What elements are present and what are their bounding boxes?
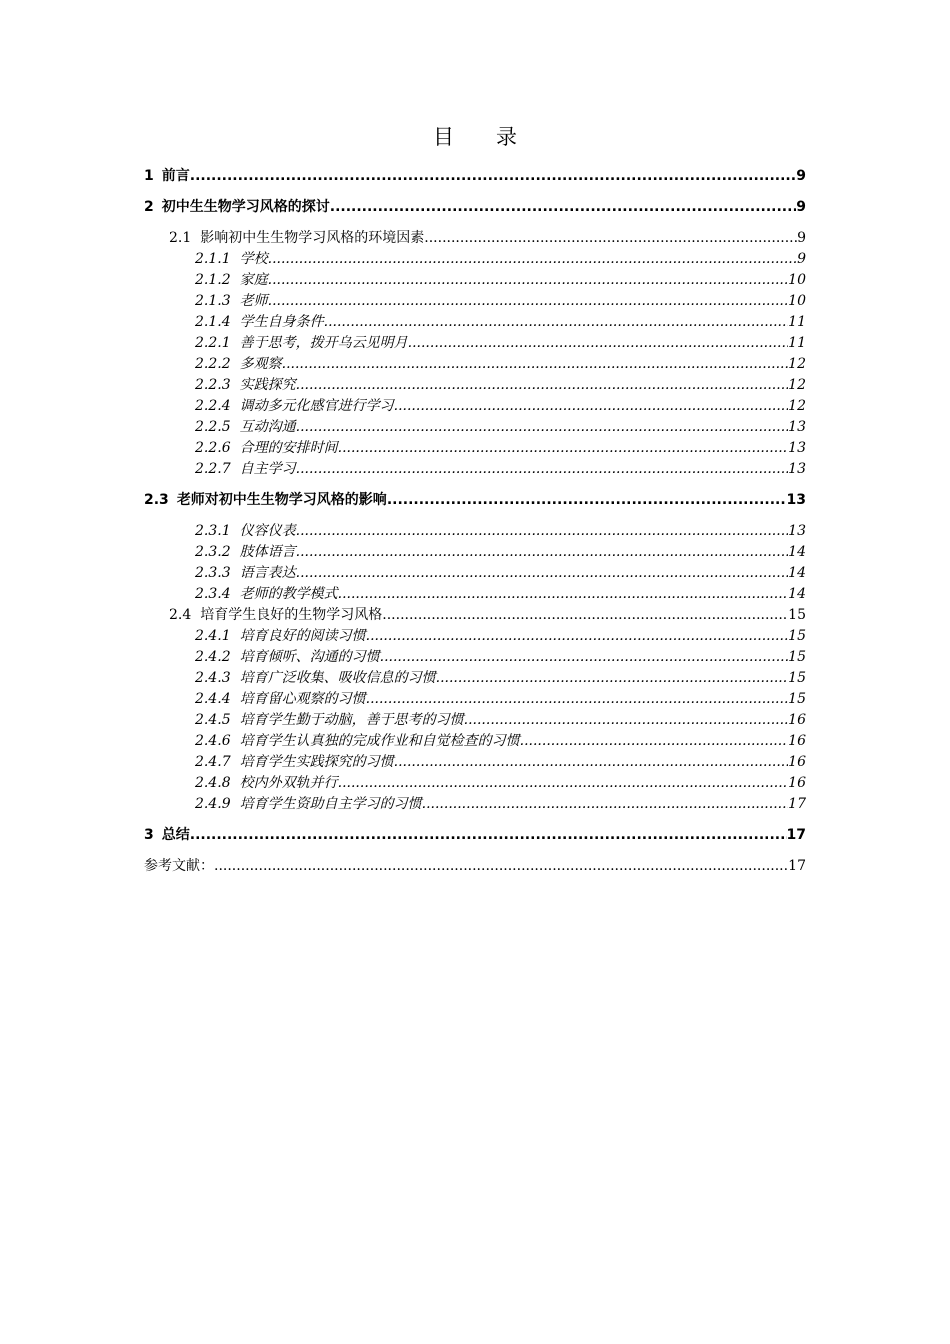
toc-entry-label: 实践探究 xyxy=(239,377,296,393)
toc-entry-page: 17 xyxy=(786,827,806,843)
toc-entry-label: 培育学生认真独的完成作业和自觉检查的习惯 xyxy=(239,733,520,749)
toc-dot-leader xyxy=(338,438,789,458)
toc-entry-page: 13 xyxy=(788,523,806,539)
toc-entry-number: 2.3.4 xyxy=(195,586,231,602)
toc-entry[interactable] xyxy=(195,626,806,646)
toc-entry-page: 11 xyxy=(788,314,806,330)
toc-entry-number: 2.4.6 xyxy=(195,733,231,749)
toc-dot-leader xyxy=(382,605,788,625)
toc-entry-number: 2.1.1 xyxy=(195,251,231,267)
toc-dot-leader xyxy=(422,794,789,814)
toc-entry-number: 2.1.3 xyxy=(195,293,231,309)
toc-entry-page: 9 xyxy=(796,199,806,215)
toc-entry[interactable] xyxy=(195,270,806,290)
toc-entry-page: 12 xyxy=(788,377,806,393)
toc-entry-page: 16 xyxy=(788,754,806,770)
toc-entry[interactable] xyxy=(195,396,806,416)
toc-entry[interactable] xyxy=(195,521,806,541)
toc-dot-leader xyxy=(282,354,789,374)
toc-entry-label: 校内外双轨并行 xyxy=(239,775,338,791)
toc-entry[interactable] xyxy=(195,689,806,709)
toc-entry-number: 2.1 xyxy=(169,230,192,246)
toc-entry[interactable] xyxy=(195,417,806,437)
toc-entry-number: 2.4.8 xyxy=(195,775,231,791)
toc-entry-label: 肢体语言 xyxy=(239,544,296,560)
toc-entry[interactable] xyxy=(195,794,806,814)
toc-entry-label: 仪容仪表 xyxy=(239,523,296,539)
toc-entry-page: 13 xyxy=(786,492,806,508)
toc-entry-label: 培育学生良好的生物学习风格 xyxy=(200,607,383,623)
toc-dot-leader xyxy=(520,731,789,751)
toc-entry-page: 16 xyxy=(788,775,806,791)
toc-entry-label: 调动多元化感官进行学习 xyxy=(239,398,394,414)
toc-entry[interactable] xyxy=(195,668,806,688)
toc-dot-leader xyxy=(394,752,789,772)
toc-entry-number: 3 xyxy=(144,827,154,843)
toc-dot-leader xyxy=(190,825,787,845)
toc-entry-page: 14 xyxy=(788,544,806,560)
toc-dot-leader xyxy=(366,689,789,709)
toc-entry-page: 9 xyxy=(797,251,806,267)
toc-dot-leader xyxy=(387,490,787,510)
toc-entry-number: 2.2.5 xyxy=(195,419,231,435)
toc-entry-page: 15 xyxy=(788,691,806,707)
toc-entry-page: 10 xyxy=(788,293,806,309)
toc-entry-page: 14 xyxy=(788,586,806,602)
toc-dot-leader xyxy=(190,166,797,186)
toc-entry-number: 1 xyxy=(144,168,154,184)
toc-dot-leader xyxy=(296,521,789,541)
toc-entry-label: 前言 xyxy=(161,168,190,184)
toc-entry[interactable] xyxy=(195,647,806,667)
toc-entry-label: 老师的教学模式 xyxy=(239,586,338,602)
toc-dot-leader xyxy=(338,584,789,604)
toc-entry-page: 11 xyxy=(788,335,806,351)
toc-entry[interactable] xyxy=(195,584,806,604)
toc-dot-leader xyxy=(464,710,789,730)
toc-entry-label: 学生自身条件 xyxy=(239,314,324,330)
toc-entry-number: 2.1.4 xyxy=(195,314,231,330)
toc-entry[interactable] xyxy=(144,197,806,217)
toc-entry-number: 2.3.3 xyxy=(195,565,231,581)
toc-entry-label: 语言表达 xyxy=(239,565,296,581)
toc-entry-number: 2.4.2 xyxy=(195,649,231,665)
toc-entry-page: 16 xyxy=(788,733,806,749)
toc-entry-page: 16 xyxy=(788,712,806,728)
toc-dot-leader xyxy=(268,249,797,269)
toc-entry-label: 合理的安排时间 xyxy=(239,440,338,456)
toc-entry-label: 学校 xyxy=(239,251,268,267)
toc-dot-leader xyxy=(296,542,789,562)
toc-entry[interactable] xyxy=(195,542,806,562)
toc-entry-label: 培育留心观察的习惯 xyxy=(239,691,366,707)
toc-dot-leader xyxy=(394,396,789,416)
toc-entry-label: 参考文献： xyxy=(144,858,214,874)
toc-entry-label: 家庭 xyxy=(239,272,268,288)
toc-dot-leader xyxy=(296,563,789,583)
toc-entry[interactable] xyxy=(195,249,806,269)
toc-entry[interactable] xyxy=(169,605,806,625)
toc-entry[interactable] xyxy=(195,710,806,730)
toc-entry-page: 13 xyxy=(788,461,806,477)
toc-entry-page: 15 xyxy=(788,628,806,644)
toc-entry[interactable] xyxy=(144,490,806,510)
toc-entry-number: 2.2.6 xyxy=(195,440,231,456)
toc-entry[interactable] xyxy=(195,375,806,395)
toc-entry-label: 自主学习 xyxy=(239,461,296,477)
toc-dot-leader xyxy=(296,417,789,437)
toc-entry-page: 15 xyxy=(788,670,806,686)
toc-dot-leader xyxy=(330,197,797,217)
toc-entry-label: 培育良好的阅读习惯 xyxy=(239,628,366,644)
toc-entry-number: 2.2.4 xyxy=(195,398,231,414)
toc-entry-number: 2.2.7 xyxy=(195,461,231,477)
toc-entry[interactable] xyxy=(169,228,806,248)
toc-entry-page: 14 xyxy=(788,565,806,581)
toc-entry-page: 12 xyxy=(788,398,806,414)
toc-entry-label: 培育广泛收集、吸收信息的习惯 xyxy=(239,670,436,686)
toc-dot-leader xyxy=(324,312,789,332)
toc-dot-leader xyxy=(296,459,789,479)
toc-entry-label: 善于思考，拨开乌云见明月 xyxy=(239,335,408,351)
toc-entry-number: 2.4.5 xyxy=(195,712,231,728)
toc-dot-leader xyxy=(338,773,789,793)
toc-dot-leader xyxy=(214,856,788,876)
toc-dot-leader xyxy=(380,647,789,667)
toc-entry-label: 培育学生实践探究的习惯 xyxy=(239,754,394,770)
toc-entry-page: 9 xyxy=(796,168,806,184)
toc-entry[interactable] xyxy=(195,752,806,772)
toc-dot-leader xyxy=(268,291,789,311)
toc-dot-leader xyxy=(424,228,797,248)
toc-entry-page: 15 xyxy=(788,607,806,623)
toc-entry[interactable] xyxy=(195,438,806,458)
toc-dot-leader xyxy=(408,333,789,353)
toc-entry[interactable] xyxy=(195,563,806,583)
toc-entry[interactable] xyxy=(195,773,806,793)
toc-entry-page: 13 xyxy=(788,419,806,435)
toc-entry-label: 老师对初中生生物学习风格的影响 xyxy=(176,492,387,508)
toc-entry[interactable] xyxy=(195,312,806,332)
toc-entry-number: 2.2.2 xyxy=(195,356,231,372)
toc-dot-leader xyxy=(296,375,789,395)
toc-entry-number: 2.2.1 xyxy=(195,335,231,351)
toc-entry-number: 2.1.2 xyxy=(195,272,231,288)
toc-entry-page: 12 xyxy=(788,356,806,372)
toc-entry[interactable] xyxy=(195,731,806,751)
toc-entry-number: 2.2.3 xyxy=(195,377,231,393)
toc-entry-label: 老师 xyxy=(239,293,268,309)
toc-entry-number: 2.3.1 xyxy=(195,523,231,539)
toc-entry-label: 培育学生资助自主学习的习惯 xyxy=(239,796,422,812)
toc-entry-number: 2 xyxy=(144,199,154,215)
toc-entry[interactable] xyxy=(195,354,806,374)
toc-entry-label: 培育学生勤于动脑，善于思考的习惯 xyxy=(239,712,464,728)
toc-entry-label: 影响初中生生物学习风格的环境因素 xyxy=(200,230,425,246)
toc-entry[interactable] xyxy=(144,856,806,876)
toc-dot-leader xyxy=(436,668,789,688)
toc-entry-label: 多观察 xyxy=(239,356,282,372)
toc-dot-leader xyxy=(268,270,789,290)
toc-entry[interactable] xyxy=(195,459,806,479)
toc-entry-number: 2.4 xyxy=(169,607,192,623)
toc-entry-label: 初中生生物学习风格的探讨 xyxy=(161,199,330,215)
toc-entry-page: 10 xyxy=(788,272,806,288)
toc-entry-page: 17 xyxy=(788,796,806,812)
toc-entry[interactable] xyxy=(195,291,806,311)
toc-entry-label: 总结 xyxy=(161,827,190,843)
toc-dot-leader xyxy=(366,626,789,646)
toc-entry[interactable] xyxy=(144,166,806,186)
toc-entry-number: 2.4.4 xyxy=(195,691,231,707)
toc-entry-number: 2.4.9 xyxy=(195,796,231,812)
toc-entry-page: 17 xyxy=(788,858,806,874)
toc-entry-number: 2.4.7 xyxy=(195,754,231,770)
toc-entry-page: 13 xyxy=(788,440,806,456)
toc-entry-page: 9 xyxy=(797,230,806,246)
toc-entry[interactable] xyxy=(195,333,806,353)
toc-entry-number: 2.3 xyxy=(144,492,169,508)
toc-entry-number: 2.3.2 xyxy=(195,544,231,560)
toc-entry-label: 互动沟通 xyxy=(239,419,296,435)
toc-entry[interactable] xyxy=(144,825,806,845)
toc-entry-number: 2.4.1 xyxy=(195,628,231,644)
toc-title: 目 录 xyxy=(433,125,517,149)
toc-entry-page: 15 xyxy=(788,649,806,665)
toc-entry-number: 2.4.3 xyxy=(195,670,231,686)
toc-entry-label: 培育倾听、沟通的习惯 xyxy=(239,649,380,665)
